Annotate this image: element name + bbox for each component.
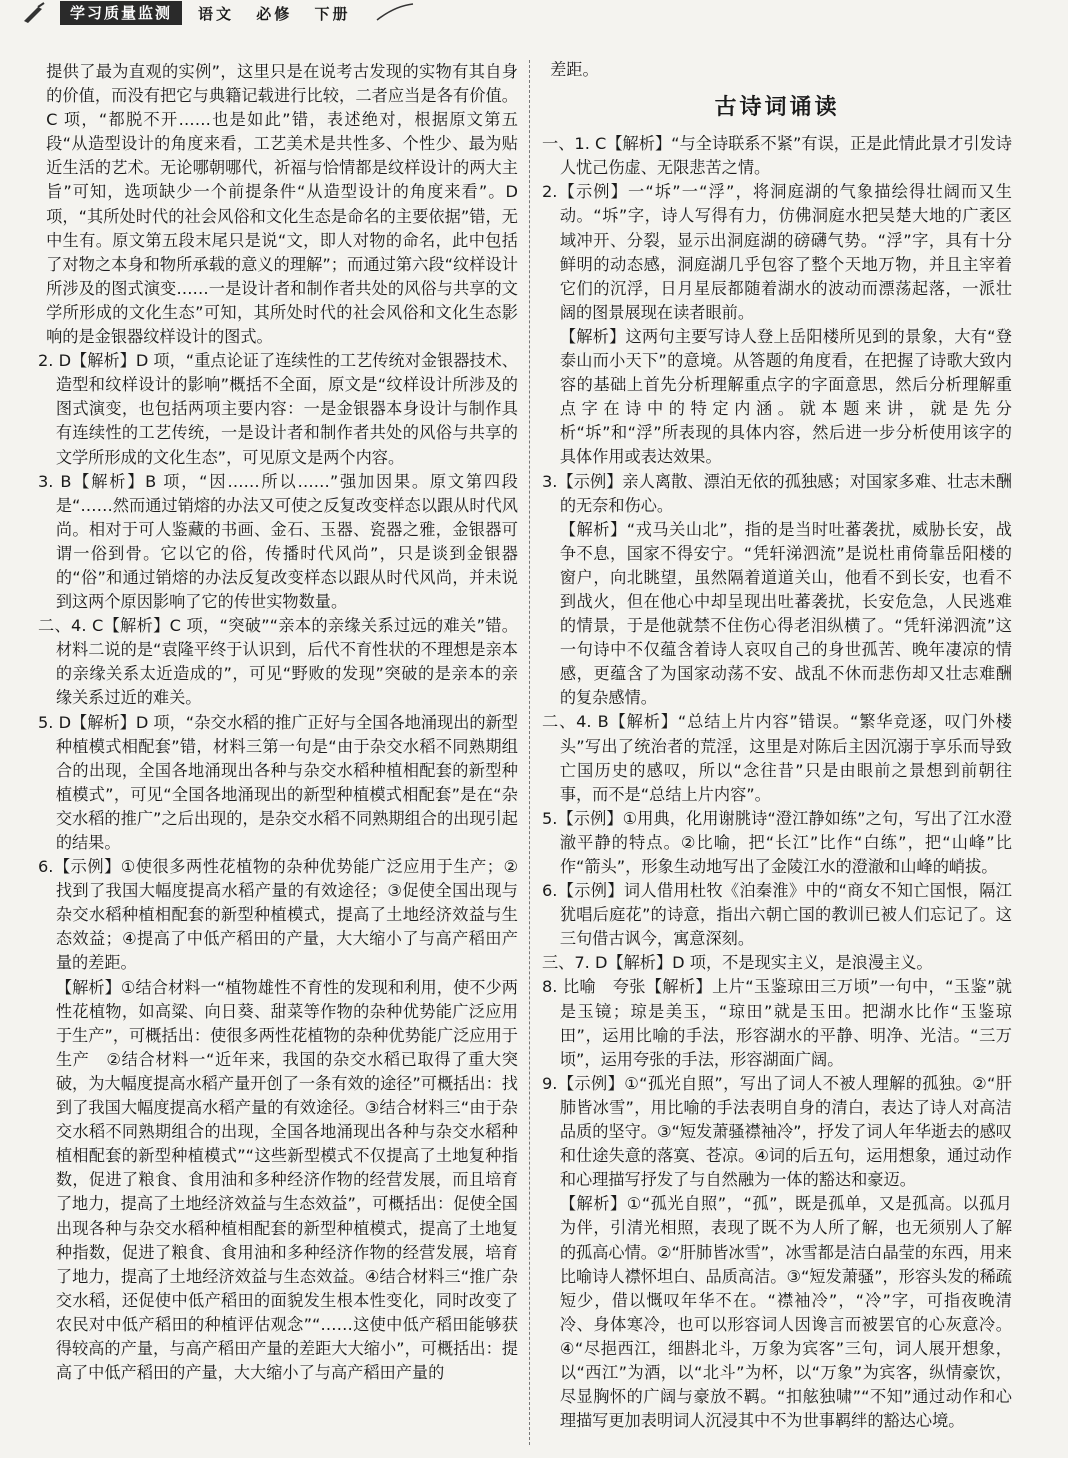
answer-text: 提供了最为直观的实例”，这里只是在说考古发现的实物有其自身的价值，而没有把它与典籍记载进行比较，二者应当是各有价值。C 项，“都脱不开……也是如此”错，表述绝对，根据原文第五段“从造型设计的角度来看，工艺美术是共性多、个性少、最为贴近生活的艺术。无论哪朝哪代，祈福与恰情都是纹样设计的两大主旨”可知，选项缺少一个前提条件“从造型设计的角度来看”。D 项，“其所处时代的社会风俗和文化生态是命名的主要依据”错，无中生有。原文第五段末尾只是说“文，即人对物的命名，此中包括了对物之本身和物所承载的意义的理解”；而通过第六段“纹样设计所涉及的图式演变……一是设计者和制作者共处的风俗与共享的文学所形成的文化生态”可知，其所处时代的社会风俗和文化生态影响的是金银器纹样设计的图式。	[46, 62, 518, 347]
pen-icon	[20, 1, 60, 25]
answer-item: 8. 比喻 夸张【解析】上片“玉鉴琼田三万顷”一句中，“玉鉴”就是玉镜；琼是美玉，“琼田”就是玉田。把湖水比作“玉鉴琼田”，运用比喻的手法，形容湖水的平静、明净、光洁。“三万顷”，运用夸张的手法，形容湖面广阔。	[542, 977, 1012, 1069]
header-subject: 语文	[198, 4, 235, 23]
answer-item: 二、4. C【解析】C 项，“突破”“亲本的亲缘关系过远的难关”错。材料二说的是“袁隆平终于认识到，后代不育性状的不理想是亲本的亲缘关系太近造成的”，可见“野败的发现”突破的是亲本的亲缘关系过近的难关。	[38, 616, 518, 708]
left-column	[38, 60, 518, 1385]
answer-item: 3. B【解析】B 项，“因……所以……”强加因果。原文第四段是“……然而通过销熔的办法又可使之反复改变样态以跟从时代风尚。相对于可人鉴藏的书画、金石、玉器、瓷器之雅，金银器可谓一俗到骨。它以它的俗，传播时代风尚”，只是谈到金银器的“俗”和通过销熔的办法反复改变样态以跟从时代风尚，并未说到这两个原因影响了它的传世实物数量。	[38, 471, 518, 612]
answer-item: 5. D【解析】D 项，“杂交水稻的推广正好与全国各地涌现出的新型种植模式相配套”错，材料三第一句是“由于杂交水稻不同熟期组合的出现，全国各地涌现出各种与杂交水稻种植相配套的新型种植模式”，可见“全国各地涌现出的新型种植模式相配套”是在“杂交水稻的推广”之后出现的，是杂交水稻不同熟期组合的出现引起的结果。	[38, 712, 518, 852]
header-band: 学习质量监测	[60, 1, 182, 25]
answer-item: 一、1. C【解析】“与全诗联系不紧”有误，正是此情此景才引发诗人忧己伤虚、无限悲苦之情。	[542, 134, 1012, 178]
continued-text: 差距。	[550, 60, 599, 79]
column-divider	[529, 60, 530, 1445]
analysis-text: 【解析】①结合材料一“植物雄性不育性的发现和利用，使不少两性花植物，如高粱、向日葵、甜菜等作物的杂种优势能广泛应用于生产”，可概括出：使很多两性花植物的杂种优势能广泛应用于生产 ②结合材料一“近年来，我国的杂交水稻已取得了重大突破，为大幅度提高水稻产量开创了一条有效的途径”可概括出：找到了我国大幅度提高水稻产量的有效途径。③结合材料三“由于杂交水稻不同熟期组合的出现，全国各地涌现出各种与杂交水稻种植相配套的新型种植模式”“这些新型模式不仅提高了土地复种指数，促进了粮食、食用油和多种经济作物的经营发展，而且培育了地力，提高了土地经济效益与生态效益”，可概括出：促使全国出现各种与杂交水稻种植相配套的新型种植模式，提高了土地复种指数，促进了粮食、食用油和多种经济作物的经营发展，培育了地力，提高了土地经济效益与生态效益。④结合材料三“推广杂交水稻，还促使中低产稻田的面貌发生根本性变化，同时改变了农民对中低产稻田的种植评估观念”“……这使中低产稻田能够获得较高的产量，与高产稻田产量的差距大大缩小”，可概括出：提高了中低产稻田的产量，大大缩小了与高产稻田产量的	[55, 977, 518, 1383]
answer-item: 二、4. B【解析】“总结上片内容”错误。“繁华竞逐，叹门外楼头”写出了统治者的荒淫，这里是对陈后主因沉溺于享乐而导致亡国历史的感叹，所以“念往昔”只是由眼前之景想到前朝往事，而不是“总结上片内容”。	[542, 712, 1012, 804]
answer-item: 2.【示例】一“坼”一“浮”，将洞庭湖的气象描绘得壮阔而又生动。“坼”字，诗人写得有力，仿佛洞庭水把吴楚大地的广袤区域冲开、分裂，显示出洞庭湖的磅礴气势。“浮”字，具有十分鲜明的动态感，洞庭湖几乎包容了整个天地万物，并且主宰着它们的沉浮，日月星辰都随着湖水的波动而漂荡起落，一派壮阔的图景展现在读者眼前。	[542, 182, 1012, 322]
header-book: 必修	[256, 4, 293, 23]
answer-item: 2. D【解析】D 项，“重点论证了连续性的工艺传统对金银器技术、造型和纹样设计的影响”概括不全面，原文是“纹样设计所涉及的图式演变，也包括两项主要内容：一是金银器本身设计与制作具有连续性的工艺传统，一是设计者和制作者共处的风俗与共享的文学所形成的文化生态”，可见原文是两个内容。	[38, 351, 518, 467]
analysis-text: 【解析】“戎马关山北”，指的是当时吐蕃袭扰，威胁长安，战争不息，国家不得安宁。“凭轩涕泗流”是说杜甫倚靠岳阳楼的窗户，向北眺望，虽然隔着道道关山，他看不到长安，也看不到战火，但在他心中却呈现出吐蕃袭扰，长安危急，人民逃难的情景，于是他就禁不住伤心得老泪纵横了。“凭轩涕泗流”这一句诗中不仅蕴含着诗人哀叹自己的身世孤苦、晚年凄凉的情感，更蕴含了为国家动荡不安、战乱不休而悲伤却又壮志难酬的复杂感情。	[559, 519, 1012, 708]
swirl-ornament-icon	[375, 2, 415, 24]
header-volume: 下册	[314, 4, 351, 23]
header-subject-line	[198, 3, 365, 24]
page-header	[20, 0, 520, 26]
answer-item: 3.【示例】亲人离散、漂泊无依的孤独感；对国家多难、壮志未酬的无奈和伤心。	[542, 471, 1012, 515]
analysis-text: 【解析】①“孤光自照”，“孤”，既是孤单，又是孤高。以孤月为伴，引清光相照，表现了既不为人所了解，也无须别人了解的孤高心情。②“肝肺皆冰雪”，冰雪都是洁白晶莹的东西，用来比喻诗人襟怀坦白、品质高洁。③“短发萧骚”，形容头发的稀疏短少，借以慨叹年华不在。“襟袖冷”，“冷”字，可指夜晚清冷、身体寒冷，也可以形容词人因谗言而被罢官的心灰意冷。④“尽挹西江，细斟北斗，万象为宾客”三句，词人展开想象，以“西江”为酒，以“北斗”为杯，以“万象”为宾客，纵情豪饮，尽显胸怀的广阔与豪放不羁。“扣舷独啸”“不知”通过动作和心理描写更加表明词人沉浸其中不为世事羁绊的豁达心境。	[559, 1194, 1012, 1431]
answer-item: 9.【示例】①“孤光自照”，写出了词人不被人理解的孤独。②“肝肺皆冰雪”，用比喻的手法表明自身的清白，表达了诗人对高洁品质的坚守。③“短发萧骚襟袖冷”，抒发了词人年华逝去的感叹和仕途失意的落寞、苍凉。④词的后五句，运用想象，通过动作和心理描写抒发了与自然融为一体的豁达和豪迈。	[542, 1073, 1012, 1190]
answer-item: 5.【示例】①用典，化用谢朓诗“澄江静如练”之句，写出了江水澄澈平静的特点。②比喻，把“长江”比作“白练”，把“山峰”比作“箭头”，形象生动地写出了金陵江水的澄澈和山峰的峭拔。	[542, 808, 1012, 876]
right-column	[542, 58, 1012, 1433]
section-title: 古诗词诵读	[714, 95, 840, 121]
analysis-text: 【解析】这两句主要写诗人登上岳阳楼所见到的景象，大有“登泰山而小天下”的意境。从答题的角度看，在把握了诗歌大致内容的基础上首先分析理解重点字的字面意思，然后分析理解重点字在诗中的特定内涵。就本题来讲，就是先分析“坼”和“浮”所表现的具体内容，然后进一步分析使用该字的具体作用或表达效果。	[559, 326, 1012, 467]
answer-item: 三、7. D【解析】D 项，不是现实主义，是浪漫主义。	[542, 953, 933, 973]
answer-item: 6.【示例】词人借用杜牧《泊秦淮》中的“商女不知亡国恨，隔江犹唱后庭花”的诗意，指出六朝亡国的教训已被人们忘记了。这三句借古讽今，寓意深刻。	[542, 881, 1012, 949]
answer-item: 6.【示例】①使很多两性花植物的杂种优势能广泛应用于生产；②找到了我国大幅度提高水稻产量的有效途径；③促使全国出现与杂交水稻种植相配套的新型种植模式，提高了土地经济效益与生态效益；④提高了中低产稻田的产量，大大缩小了与高产稻田产量的差距。	[38, 857, 518, 973]
